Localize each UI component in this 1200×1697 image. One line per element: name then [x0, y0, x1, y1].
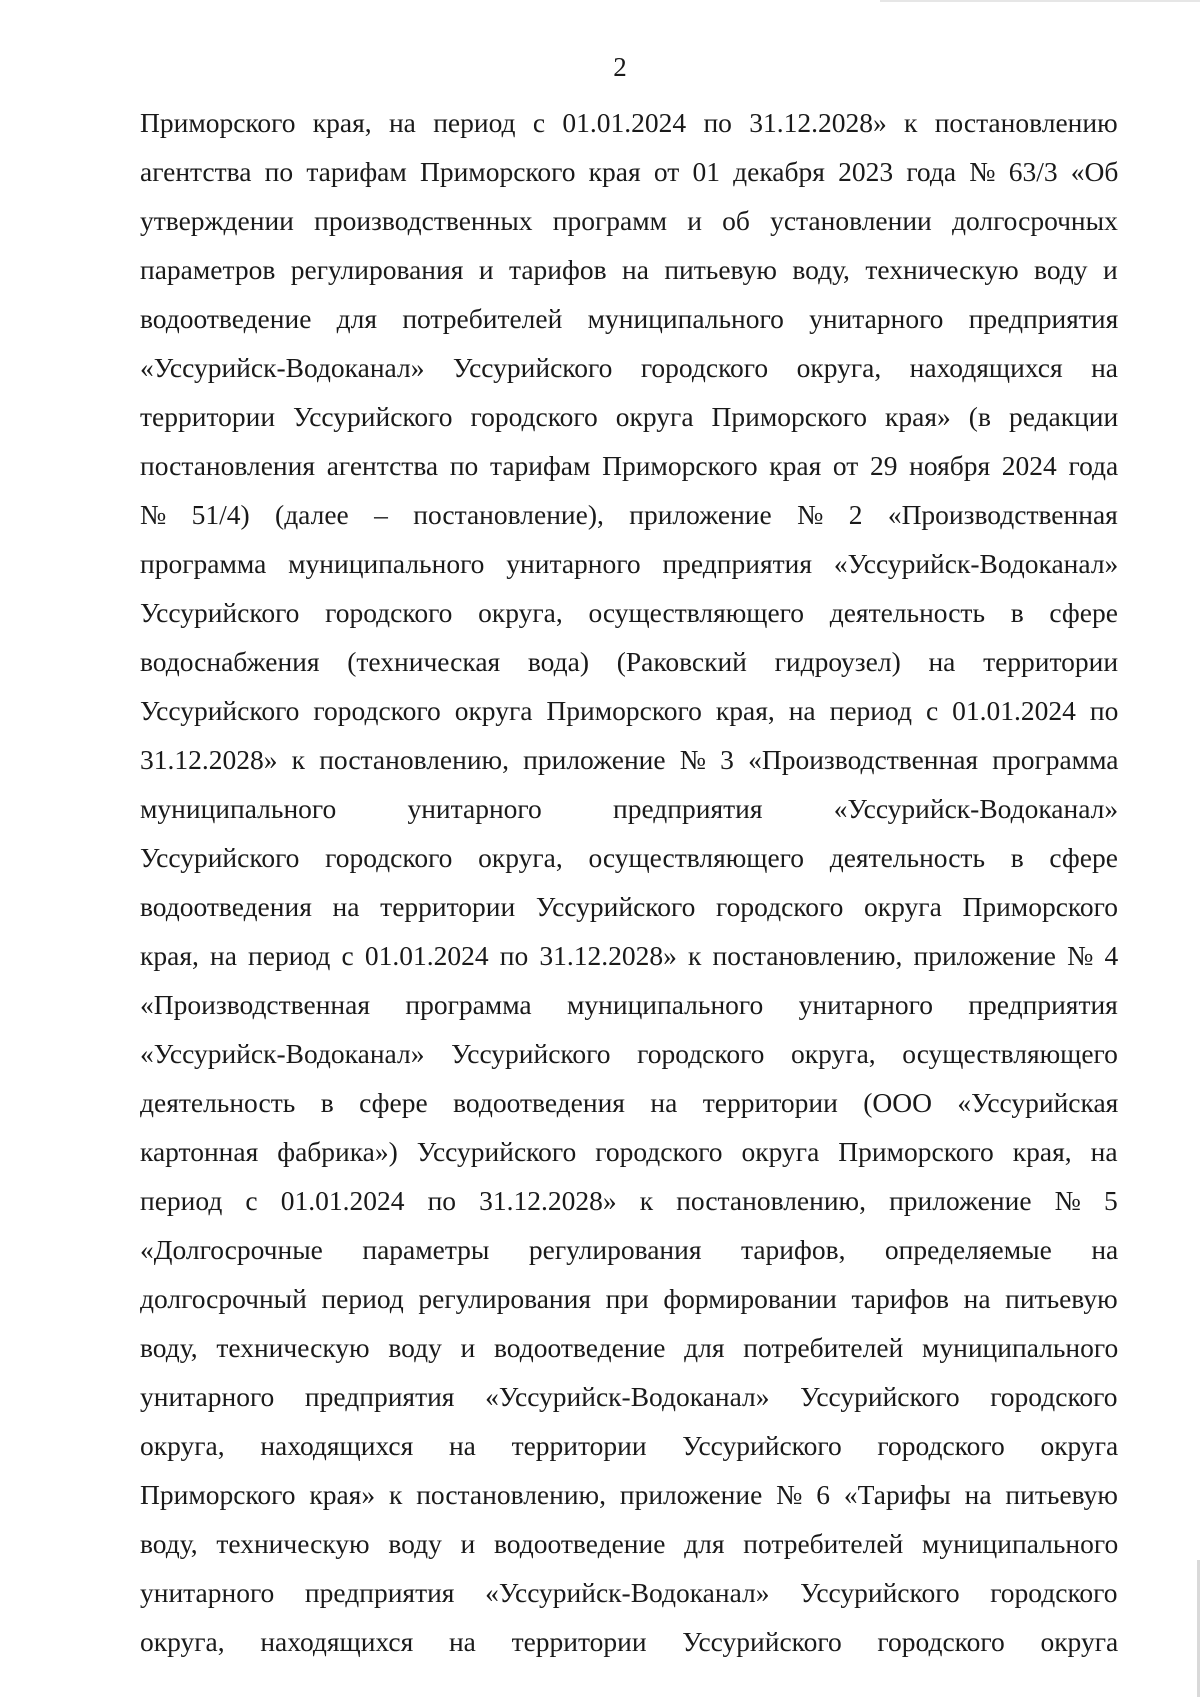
text-line: Приморского края, на период с 01.01.2024 по 31.12.2028» к постановлению [140, 107, 1118, 138]
text-line: воду, техническую воду и водоотведение для потребителей муниципального [140, 1332, 1119, 1363]
text-line: № 51/4) (далее – постановление), приложение № 2 «Производственная [140, 499, 1118, 530]
text-line: Уссурийского городского округа Приморского края, на период с 01.01.2024 по [140, 695, 1119, 726]
text-line: «Уссурийск-Водоканал» Уссурийского городского округа, осуществляющего [140, 1038, 1118, 1069]
text-line: воду, техническую воду и водоотведение для потребителей муниципального [140, 1528, 1119, 1559]
text-line: Уссурийского городского округа, осуществляющего деятельность в сфере [140, 597, 1118, 628]
text-line: «Уссурийск-Водоканал» Уссурийского городского округа, находящихся на [140, 352, 1119, 383]
text-line: водоотведение для потребителей муниципального унитарного предприятия [140, 303, 1119, 334]
page-number: 2 [613, 52, 627, 82]
text-line: программа муниципального унитарного предприятия «Уссурийск-Водоканал» [140, 548, 1119, 579]
text-line: округа, находящихся на территории Уссурийского городского округа [140, 1430, 1119, 1461]
text-line: агентства по тарифам Приморского края от 01 декабря 2023 года № 63/3 «Об [140, 156, 1119, 187]
text-line: унитарного предприятия «Уссурийск-Водоканал» Уссурийского городского [140, 1381, 1118, 1412]
scan-edge-top [880, 0, 1200, 2]
text-line: муниципального унитарного предприятия «Уссурийск-Водоканал» [140, 793, 1119, 824]
text-line: края, на период с 01.01.2024 по 31.12.2028» к постановлению, приложение № 4 [140, 940, 1119, 971]
text-line: унитарного предприятия «Уссурийск-Водоканал» Уссурийского городского [140, 1577, 1118, 1608]
text-line: 31.12.2028» к постановлению, приложение № 3 «Производственная программа [140, 744, 1119, 775]
text-line: утверждении производственных программ и об установлении долгосрочных [140, 205, 1118, 236]
text-line: долгосрочный период регулирования при формировании тарифов на питьевую [140, 1283, 1118, 1314]
text-line: деятельность в сфере водоотведения на территории (ООО «Уссурийская [140, 1087, 1119, 1118]
text-line: Уссурийского городского округа, осуществляющего деятельность в сфере [140, 842, 1118, 873]
text-line: «Долгосрочные параметры регулирования тарифов, определяемые на [140, 1234, 1119, 1265]
text-line: Приморского края» к постановлению, приложение № 6 «Тарифы на питьевую [140, 1479, 1118, 1510]
text-line: водоотведения на территории Уссурийского городского округа Приморского [140, 891, 1118, 922]
text-line: картонная фабрика») Уссурийского городского округа Приморского края, на [140, 1136, 1118, 1167]
text-line: округа, находящихся на территории Уссурийского городского округа [140, 1626, 1119, 1657]
body-paragraph [140, 98, 1118, 1666]
text-line: постановления агентства по тарифам Приморского края от 29 ноября 2024 года [140, 450, 1119, 481]
text-line: водоснабжения (техническая вода) (Раковский гидроузел) на территории [140, 646, 1119, 677]
text-line: «Производственная программа муниципального унитарного предприятия [140, 989, 1118, 1020]
text-line: период с 01.01.2024 по 31.12.2028» к постановлению, приложение № 5 [140, 1185, 1118, 1216]
text-line: параметров регулирования и тарифов на питьевую воду, техническую воду и [140, 254, 1118, 285]
text-line: территории Уссурийского городского округа Приморского края» (в редакции [140, 401, 1119, 432]
